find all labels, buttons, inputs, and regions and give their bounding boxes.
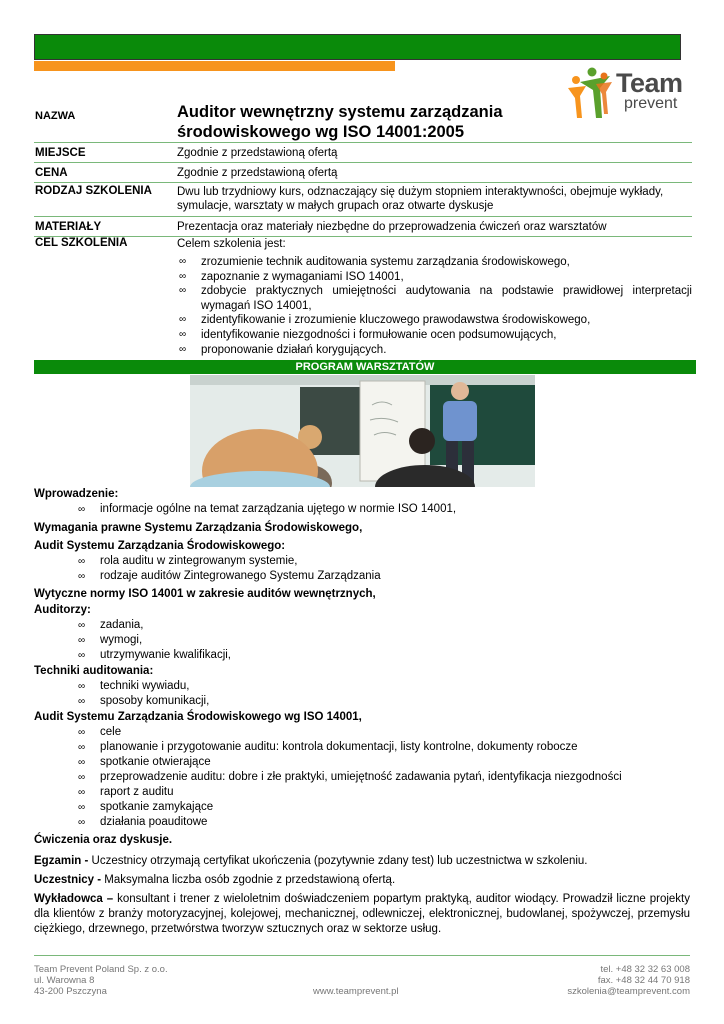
list-item: ∞ sposoby komunikacji, (34, 694, 690, 709)
list-item: ∞ rodzaje auditów Zintegrowanego Systemu Zarządzania (34, 569, 690, 584)
exam-label: Egzamin - (34, 855, 89, 867)
footer-city: 43-200 Pszczyna (34, 986, 107, 997)
participants-paragraph (34, 873, 690, 888)
course-info-table (34, 102, 692, 357)
techniques-list (34, 679, 690, 709)
list-item: ∞ identyfikowanie niezgodności i formułowanie ocen podsumowujących, (177, 328, 692, 343)
footer-website[interactable]: www.teamprevent.pl (313, 986, 399, 997)
list-item: ∞ zapoznanie z wymaganiami ISO 14001, (177, 270, 692, 285)
exam-text: Uczestnicy otrzymają certyfikat ukończenia (pozytywnie zdany test) lub uczestnictwa w szkoleniu. (88, 855, 588, 867)
list-item: ∞ działania poauditowe (34, 815, 690, 830)
course-title-line1: Auditor wewnętrzny systemu zarządzania (177, 103, 503, 121)
program-title-bar: PROGRAM WARSZTATÓW (34, 360, 696, 374)
row-materials (34, 217, 692, 237)
list-item: ∞ spotkanie zamykające (34, 800, 690, 815)
course-title (177, 102, 692, 142)
audit-iso-list (34, 725, 690, 830)
exercises-heading: Ćwiczenia oraz dyskusje. (34, 834, 173, 846)
audit-iso-heading: Audit Systemu Zarządzania Środowiskowego wg ISO 14001, (34, 711, 362, 723)
list-item: ∞ utrzymywanie kwalifikacji, (34, 648, 690, 663)
list-item: ∞ planowanie i przygotowanie auditu: kontrola dokumentacji, listy kontrolne, dokumenty robocze (34, 740, 690, 755)
header-green-bar (34, 34, 681, 60)
row-goal (34, 237, 692, 357)
course-title-line2: środowiskowego wg ISO 14001:2005 (177, 123, 465, 141)
audit-list (34, 554, 690, 584)
row-price (34, 163, 692, 183)
training-photo (190, 375, 535, 487)
type-value: Dwu lub trzydniowy kurs, odznaczający się dużym stopniem interaktywności, obejmuje wykłady, symulacje, warsztaty w małych grupach oraz otwarte dyskusje (177, 186, 664, 212)
lecturer-paragraph (34, 892, 690, 937)
list-item: ∞ raport z auditu (34, 785, 690, 800)
auditors-heading: Auditorzy: (34, 604, 91, 616)
price-label: CENA (35, 166, 68, 179)
footer-fax: fax. +48 32 44 70 918 (597, 975, 690, 986)
list-item: ∞ techniki wywiadu, (34, 679, 690, 694)
list-item: ∞ zidentyfikowanie i zrozumienie kluczowego prawodawstwa środowiskowego, (177, 313, 692, 328)
footer-company: Team Prevent Poland Sp. z o.o. (34, 964, 168, 975)
list-item: ∞ wymogi, (34, 633, 690, 648)
list-item: ∞ przeprowadzenie auditu: dobre i złe praktyki, umiejętność zadawania pytań, identyfikacja niezgodności (34, 770, 690, 785)
goal-label: CEL SZKOLENIA (35, 237, 128, 249)
lecturer-label: Wykładowca – (34, 893, 114, 905)
footer-tel: tel. +48 32 32 63 008 (600, 964, 690, 975)
list-item: ∞ zdobycie praktycznych umiejętności audytowania na podstawie prawidłowej interpretacji wymagań ISO 14001, (177, 284, 692, 313)
exam-paragraph (34, 854, 690, 869)
price-value: Zgodnie z przedstawioną ofertą (177, 166, 338, 179)
materials-label: MATERIAŁY (35, 220, 102, 233)
auditors-list (34, 618, 690, 663)
goals-list (177, 255, 692, 357)
list-item: ∞ zrozumienie technik auditowania systemu zarządzania środowiskowego, (177, 255, 692, 270)
techniques-heading: Techniki auditowania: (34, 665, 154, 677)
logo-team-text: Team (616, 68, 683, 98)
footer-street: ul. Warowna 8 (34, 975, 95, 986)
goal-intro: Celem szkolenia jest: (177, 238, 286, 250)
requirements-heading: Wymagania prawne Systemu Zarządzania Środowiskowego, (34, 522, 363, 534)
header-orange-bar (34, 61, 395, 71)
footer-divider (34, 955, 690, 956)
list-item: ∞ spotkanie otwierające (34, 755, 690, 770)
list-item: ∞ rola auditu w zintegrowanym systemie, (34, 554, 690, 569)
audit-heading: Audit Systemu Zarządzania Środowiskowego: (34, 540, 286, 552)
footer-email[interactable]: szkolenia@teamprevent.com (567, 986, 690, 997)
intro-heading: Wprowadzenie: (34, 488, 119, 500)
list-item: ∞ cele (34, 725, 690, 740)
logo-prevent-text: prevent (624, 95, 678, 112)
materials-value: Prezentacja oraz materiały niezbędne do przeprowadzenia ćwiczeń oraz warsztatów (177, 220, 607, 233)
footer-contact (567, 964, 690, 997)
program-section (34, 486, 690, 937)
footer-address (34, 964, 168, 997)
name-label: NAZWA (35, 110, 76, 122)
place-value: Zgodnie z przedstawioną ofertą (177, 146, 338, 159)
list-item: ∞ zadania, (34, 618, 690, 633)
guidelines-heading: Wytyczne normy ISO 14001 w zakresie auditów wewnętrznych, (34, 588, 376, 600)
participants-label: Uczestnicy - (34, 874, 102, 886)
row-place (34, 143, 692, 163)
lecturer-text: konsultant i trener z wieloletnim doświadczeniem popartym praktyką, auditor wiodący. Prowadził liczne projekty dla klientów z branży motoryzacyjnej, kolejowej, mechanicznej, odlewniczej, elektronicznej, budowlanej, spożywczej, przemysłu ciężkiego, drzewnego, przetwórstwa tworzyw sztucznych oraz w sektorze usług. (34, 893, 690, 935)
list-item: ∞ informacje ogólne na temat zarządzania ujętego w normie ISO 14001, (34, 502, 690, 517)
list-item: ∞ proponowanie działań korygujących. (177, 343, 692, 358)
participants-text: Maksymalna liczba osób zgodnie z przedstawioną ofertą. (101, 874, 396, 886)
row-type (34, 183, 692, 217)
place-label: MIEJSCE (35, 146, 86, 159)
row-name (34, 102, 692, 143)
intro-list (34, 502, 690, 517)
type-label: RODZAJ SZKOLENIA (35, 185, 152, 197)
